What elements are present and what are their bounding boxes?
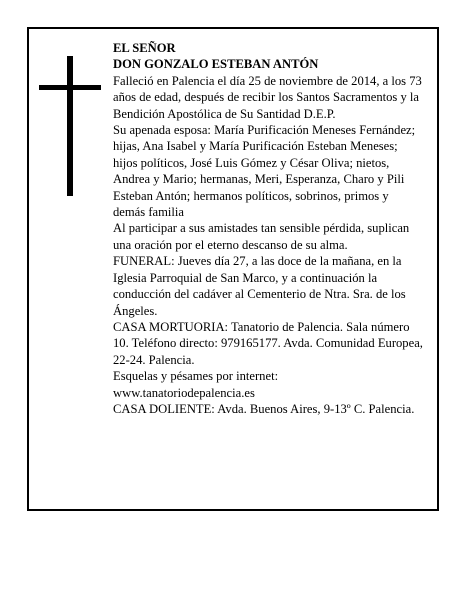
family-home-address: CASA DOLIENTE: Avda. Buenos Aires, 9-13º C. Palencia. <box>113 401 415 416</box>
family-list: Su apenada esposa: María Purificación Meneses Fernández; hijas, Ana Isabel y María Purificación Esteban Meneses; hijos políticos, José Luis Gómez y César Oliva; nietos, Andrea y Mario; hermanas, Meri, Esperanza, Charo y Pili Esteban Antón; hermanos políticos, sobrinos, primos y demás familia <box>113 123 416 220</box>
death-announcement: Falleció en Palencia el día 25 de noviembre de 2014, a los 73 años de edad, después de recibir los Santos Sacramentos y la Bendición Apostólica de Su Santidad D.E.P. <box>113 73 422 121</box>
cross-vertical-bar <box>67 56 73 196</box>
funeral-details: FUNERAL: Jueves día 27, a las doce de la mañana, en la Iglesia Parroquial de San Marco, y a continuación la conducción del cadáver al Cementerio de Ntra. Sra. de los Ángeles. <box>113 254 406 318</box>
obituary-notice <box>27 27 439 511</box>
cross-horizontal-bar <box>39 85 101 90</box>
notice-text <box>113 40 423 417</box>
funeral-home-details: CASA MORTUORIA: Tanatorio de Palencia. Sala número 10. Teléfono directo: 979165177. Avda. Comunidad Europea, 22-24. Palencia. <box>113 319 423 367</box>
notice-title: EL SEÑOR <box>113 41 176 55</box>
deceased-name: DON GONZALO ESTEBAN ANTÓN <box>113 57 319 72</box>
prayer-request: Al participar a sus amistades tan sensible pérdida, suplican una oración por el eterno descanso de su alma. <box>113 221 410 252</box>
online-condolences: Esquelas y pésames por internet: www.tanatoriodepalencia.es <box>113 369 279 400</box>
cross-icon <box>39 56 101 196</box>
